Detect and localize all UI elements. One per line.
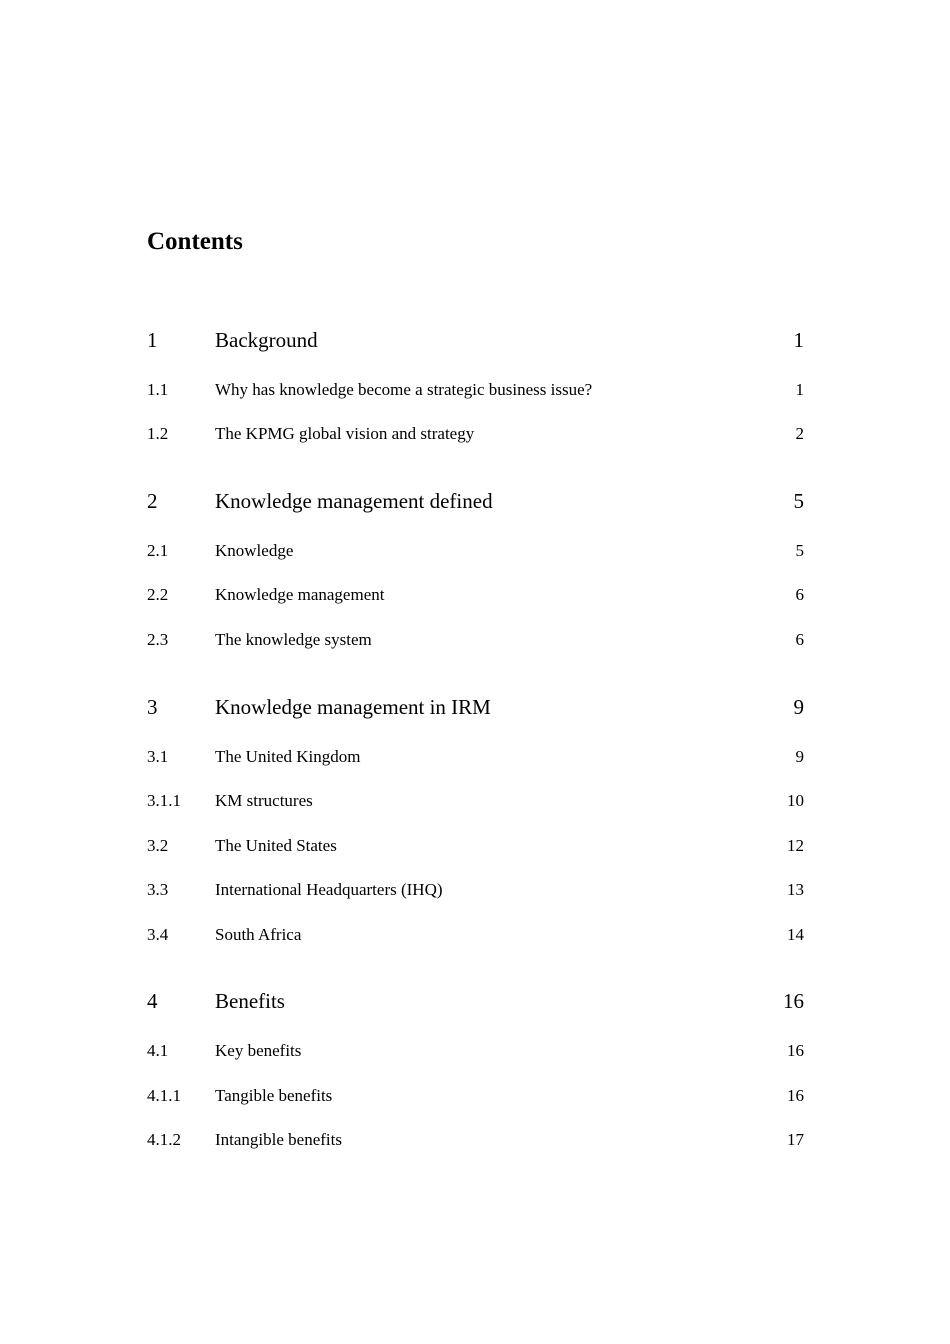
toc-entry[interactable]: [147, 745, 804, 775]
toc-entry-label: The United Kingdom: [215, 747, 361, 766]
toc-entry[interactable]: [147, 834, 804, 864]
toc-entry-page: 10: [787, 791, 804, 810]
toc-entry-page: 13: [787, 880, 804, 899]
toc-entry[interactable]: [147, 326, 804, 356]
toc-entry-label: International Headquarters (IHQ): [215, 880, 443, 899]
toc-entry[interactable]: [147, 1084, 804, 1114]
toc-entry-page: 6: [795, 585, 804, 604]
toc-entry-number: 2: [147, 489, 158, 513]
toc-entry-number: 2.1: [147, 541, 169, 560]
toc-entry[interactable]: [147, 878, 804, 908]
toc-entry-page: 9: [793, 695, 804, 719]
toc-entry-page: 2: [795, 424, 804, 443]
toc-entry-label: Benefits: [215, 989, 285, 1013]
toc-entry-label: South Africa: [215, 925, 302, 944]
toc-entry-page: 6: [795, 630, 804, 649]
toc-entry-page: 16: [783, 989, 804, 1013]
toc-entry-page: 17: [787, 1130, 804, 1149]
toc-entry[interactable]: [147, 987, 804, 1017]
toc-entry-number: 3.1: [147, 747, 169, 766]
toc-entry[interactable]: [147, 378, 804, 408]
toc-entry-page: 12: [787, 836, 804, 855]
toc-entry-label: Background: [215, 328, 318, 352]
toc-entry-number: 3.2: [147, 836, 169, 855]
toc-entry-page: 5: [793, 489, 804, 513]
toc-entry[interactable]: [147, 539, 804, 569]
toc-entry-number: 1.2: [147, 424, 169, 443]
toc-entry-label: Why has knowledge become a strategic business issue?: [215, 380, 593, 399]
toc-entry-label: Knowledge management in IRM: [215, 695, 491, 719]
toc-entry-label: KM structures: [215, 791, 313, 810]
toc-entry-number: 3.1.1: [147, 791, 181, 810]
toc-entry[interactable]: [147, 422, 804, 452]
toc-entry-page: 1: [793, 328, 804, 352]
toc-entry-label: Tangible benefits: [215, 1086, 333, 1105]
toc-entry-label: The KPMG global vision and strategy: [215, 424, 475, 443]
toc-entry-number: 3.3: [147, 880, 169, 899]
toc-entry-label: Intangible benefits: [215, 1130, 342, 1149]
toc-entry-label: The knowledge system: [215, 630, 372, 649]
toc-entry-page: 1: [795, 380, 804, 399]
toc-entry[interactable]: [147, 487, 804, 517]
toc-entry-number: 3.4: [147, 925, 169, 944]
toc-entry-page: 16: [787, 1086, 804, 1105]
toc-entry-page: 14: [787, 925, 804, 944]
toc-entry[interactable]: [147, 583, 804, 613]
toc-entry[interactable]: [147, 1128, 804, 1158]
toc-entry[interactable]: [147, 628, 804, 658]
toc-entry-label: Knowledge management: [215, 585, 385, 604]
toc-entry-number: 1.1: [147, 380, 169, 399]
toc-entry-number: 2.3: [147, 630, 169, 649]
toc-entry-number: 4.1.2: [147, 1130, 181, 1149]
toc-entry[interactable]: [147, 693, 804, 723]
page-title: Contents: [147, 228, 243, 255]
toc-entry-label: Key benefits: [215, 1041, 302, 1060]
toc-entry-number: 4.1.1: [147, 1086, 181, 1105]
toc-entry-page: 9: [795, 747, 804, 766]
toc-entry[interactable]: [147, 1039, 804, 1069]
toc-entry-number: 3: [147, 695, 158, 719]
toc-entry[interactable]: [147, 923, 804, 953]
toc-entry-label: Knowledge: [215, 541, 294, 560]
toc-entry-page: 16: [787, 1041, 804, 1060]
toc-entry-number: 2.2: [147, 585, 169, 604]
toc-entry-number: 4.1: [147, 1041, 169, 1060]
toc-entry[interactable]: [147, 789, 804, 819]
toc-entry-label: Knowledge management defined: [215, 489, 493, 513]
toc-entry-number: 1: [147, 328, 158, 352]
toc-entry-page: 5: [795, 541, 804, 560]
toc-entry-number: 4: [147, 989, 158, 1013]
toc-entry-label: The United States: [215, 836, 337, 855]
